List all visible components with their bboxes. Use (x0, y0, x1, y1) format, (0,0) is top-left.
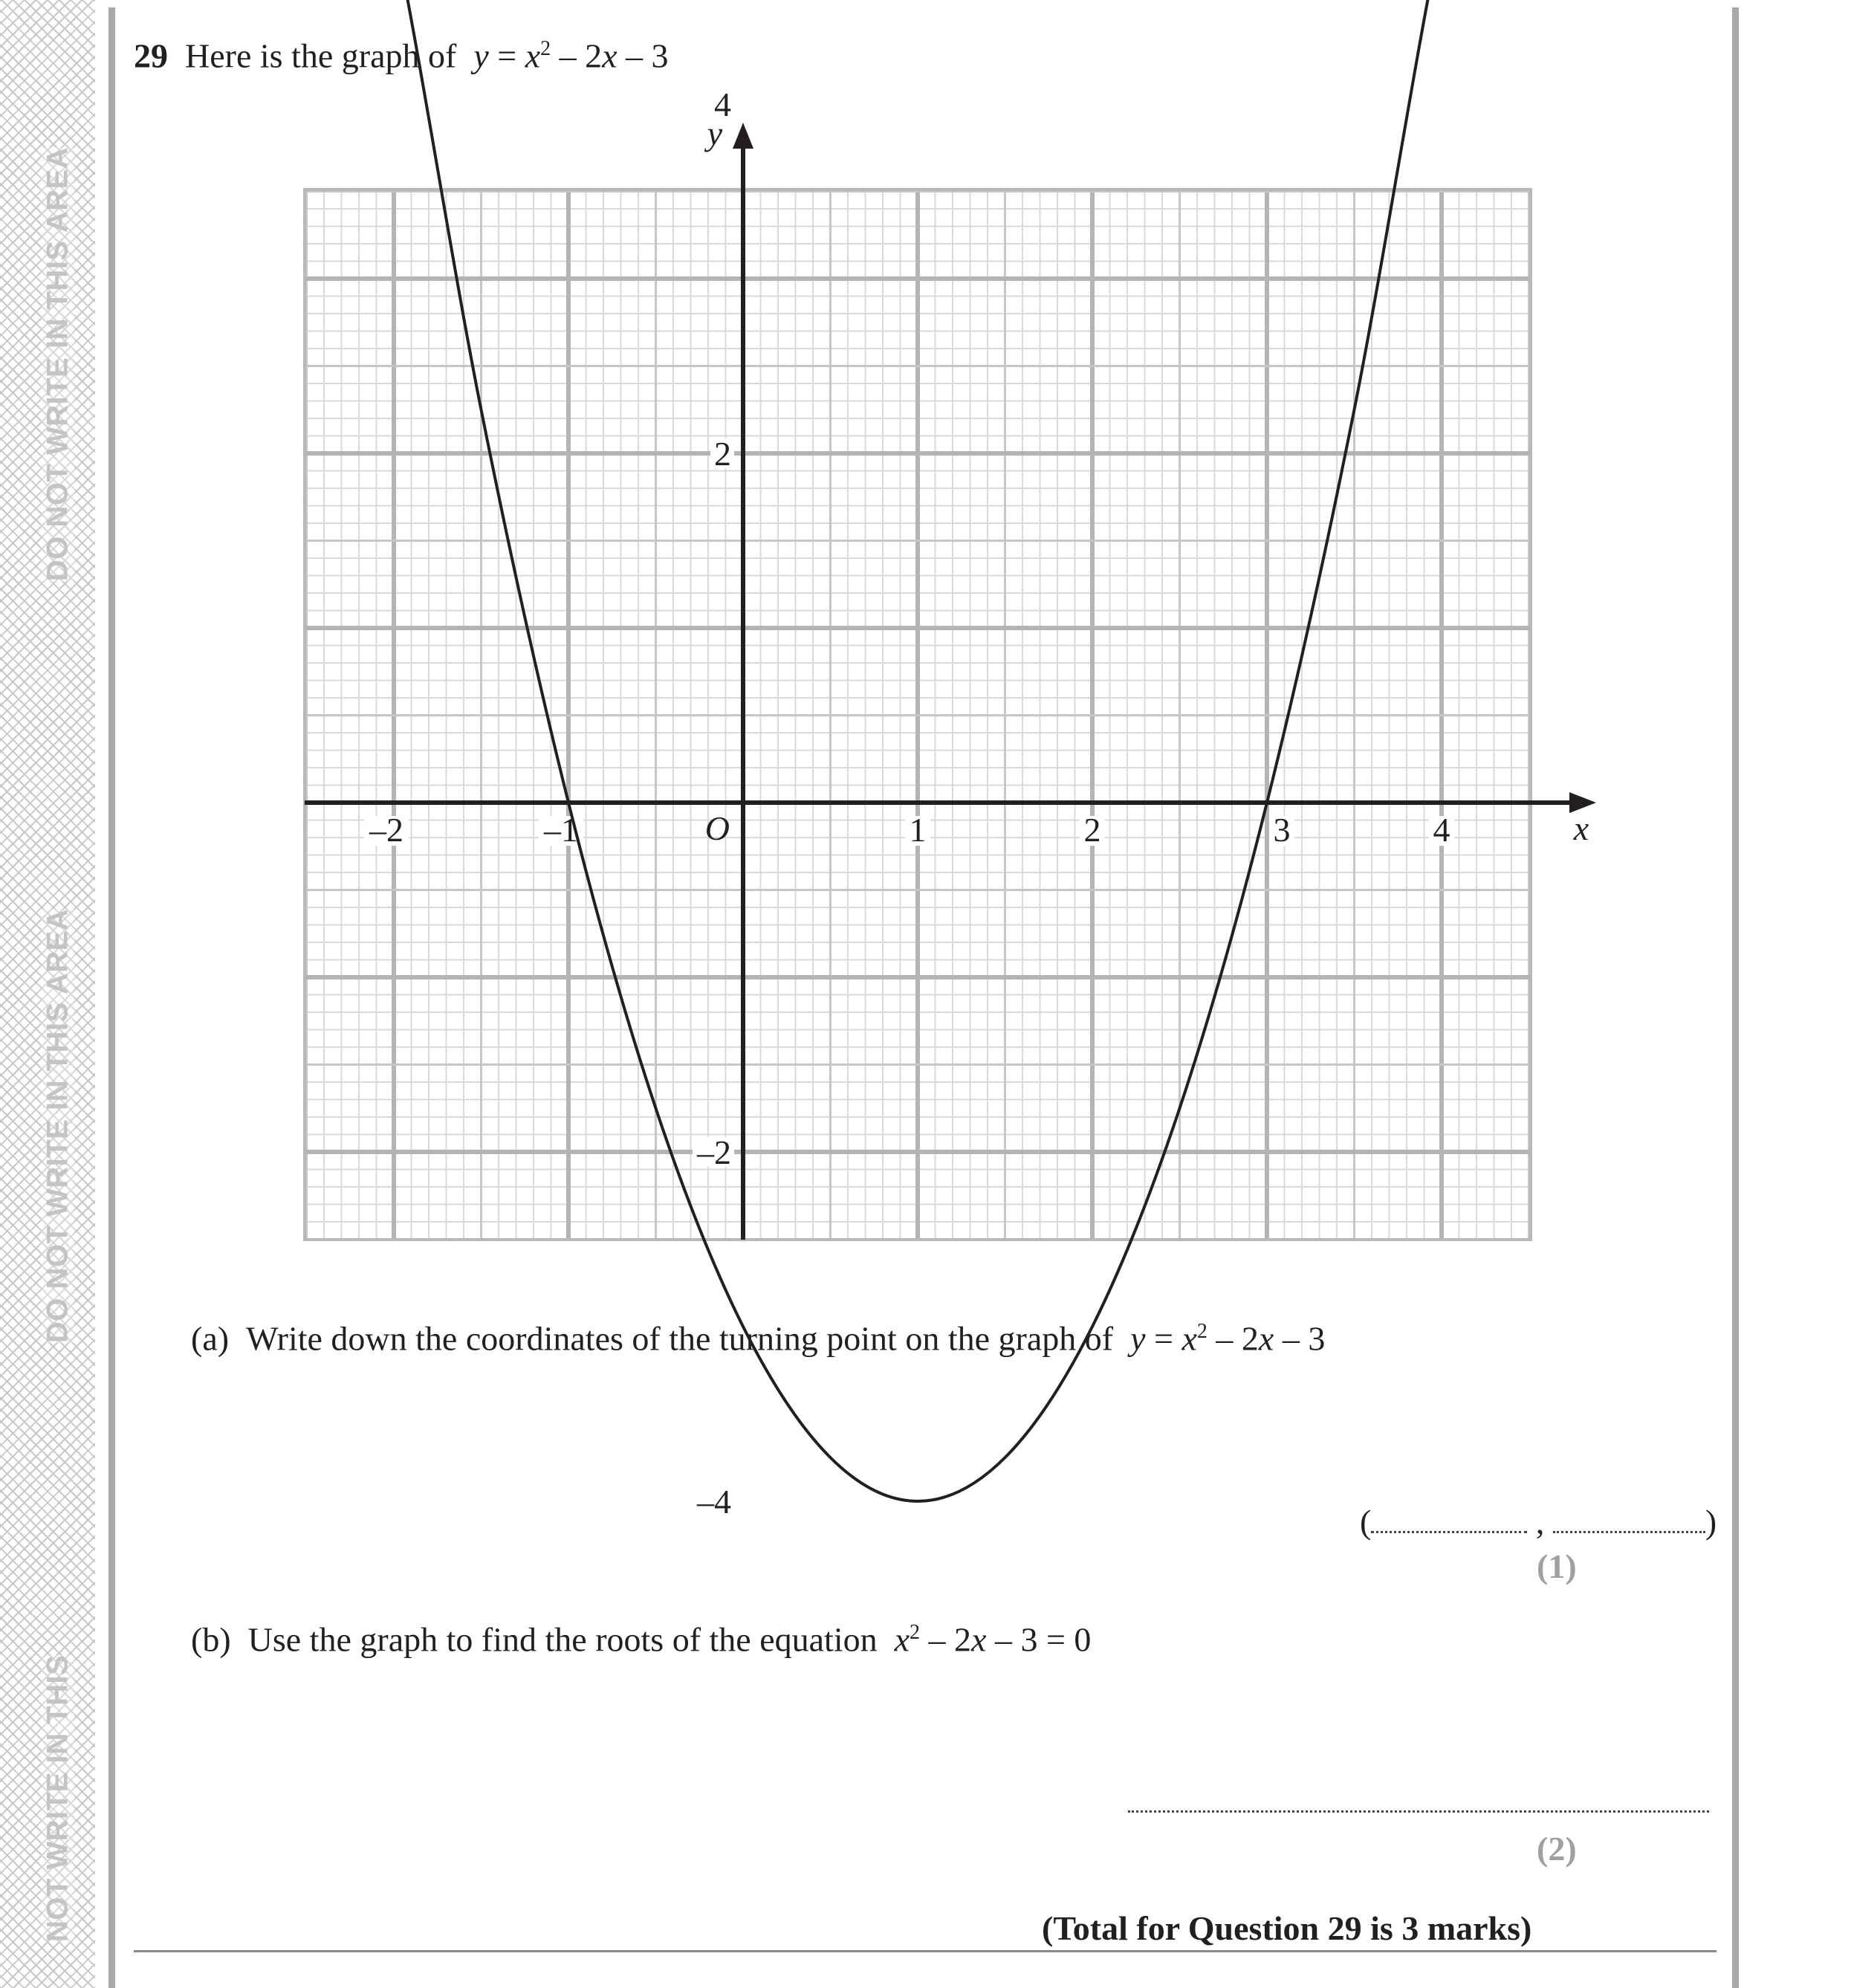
part-a-question (191, 1321, 1325, 1356)
eq-sup: 2 (910, 1621, 921, 1644)
bottom-rule (134, 1950, 1717, 1952)
eq-var: x (602, 36, 617, 75)
part-b-label: (b) (191, 1620, 231, 1659)
eq-sym: – 2 (920, 1620, 972, 1659)
part-b-answer-field[interactable] (1128, 1810, 1709, 1813)
x-tick-label: –1 (544, 811, 578, 849)
part-b-question (191, 1622, 1091, 1657)
y-tick-label: 4 (714, 85, 731, 123)
x-tick-label: 2 (1083, 811, 1101, 849)
question-intro: Here is the graph of (185, 36, 457, 75)
eq-var: x (1181, 1319, 1197, 1358)
part-a-answer-line (1360, 1505, 1717, 1539)
eq-sym: – 3 (1274, 1319, 1326, 1358)
margin-warning-1: DO NOT WRITE IN THIS AREA (41, 146, 74, 582)
tick-labels (364, 0, 1589, 1521)
margin-warning-3: NOT WRITE IN THIS (41, 1654, 74, 1943)
y-tick-label: –4 (697, 1483, 731, 1521)
x-tick-label: 1 (909, 811, 927, 849)
part-a-text: Write down the coordinates of the turning point on the graph of (246, 1319, 1114, 1358)
answer-x-field[interactable] (1371, 1509, 1527, 1533)
part-b-marks: (2) (1537, 1830, 1577, 1868)
eq-sym: – 2 (551, 36, 603, 75)
eq-sym: = (488, 36, 525, 75)
eq-sym: – 2 (1207, 1319, 1259, 1358)
x-tick-label: –2 (369, 811, 403, 849)
eq-sym: = (1145, 1319, 1182, 1358)
x-tick-label: 3 (1273, 811, 1291, 849)
margin-warning-2: DO NOT WRITE IN THIS AREA (41, 908, 74, 1344)
eq-var: x (894, 1620, 910, 1659)
eq-var: x (971, 1620, 987, 1659)
question-number: 29 (134, 36, 168, 75)
eq-sym: – 3 (617, 36, 669, 75)
eq-sym: – 3 = 0 (986, 1620, 1092, 1659)
answer-separator: , (1535, 1503, 1545, 1541)
total-marks: (Total for Question 29 is 3 marks) (1042, 1909, 1532, 1947)
eq-sup: 2 (1196, 1320, 1207, 1343)
y-axis-label: y (707, 114, 723, 152)
answer-open-paren: ( (1360, 1503, 1372, 1541)
y-tick-label: 2 (714, 435, 731, 473)
y-axis-arrow (733, 123, 753, 149)
origin-label: O (704, 809, 730, 847)
x-tick-label: 4 (1433, 811, 1450, 849)
eq-var: y (1130, 1319, 1146, 1358)
eq-var: x (1258, 1319, 1274, 1358)
answer-y-field[interactable] (1553, 1509, 1705, 1533)
eq-var: y (473, 36, 489, 75)
eq-var: x (525, 36, 541, 75)
y-tick-label: –2 (697, 1133, 731, 1171)
x-axis-label: x (1573, 809, 1589, 847)
part-a-label: (a) (191, 1319, 230, 1358)
part-a-marks: (1) (1537, 1547, 1577, 1585)
answer-close-paren: ) (1705, 1503, 1717, 1541)
eq-sup: 2 (540, 37, 551, 60)
part-b-text: Use the graph to find the roots of the equation (247, 1620, 878, 1659)
